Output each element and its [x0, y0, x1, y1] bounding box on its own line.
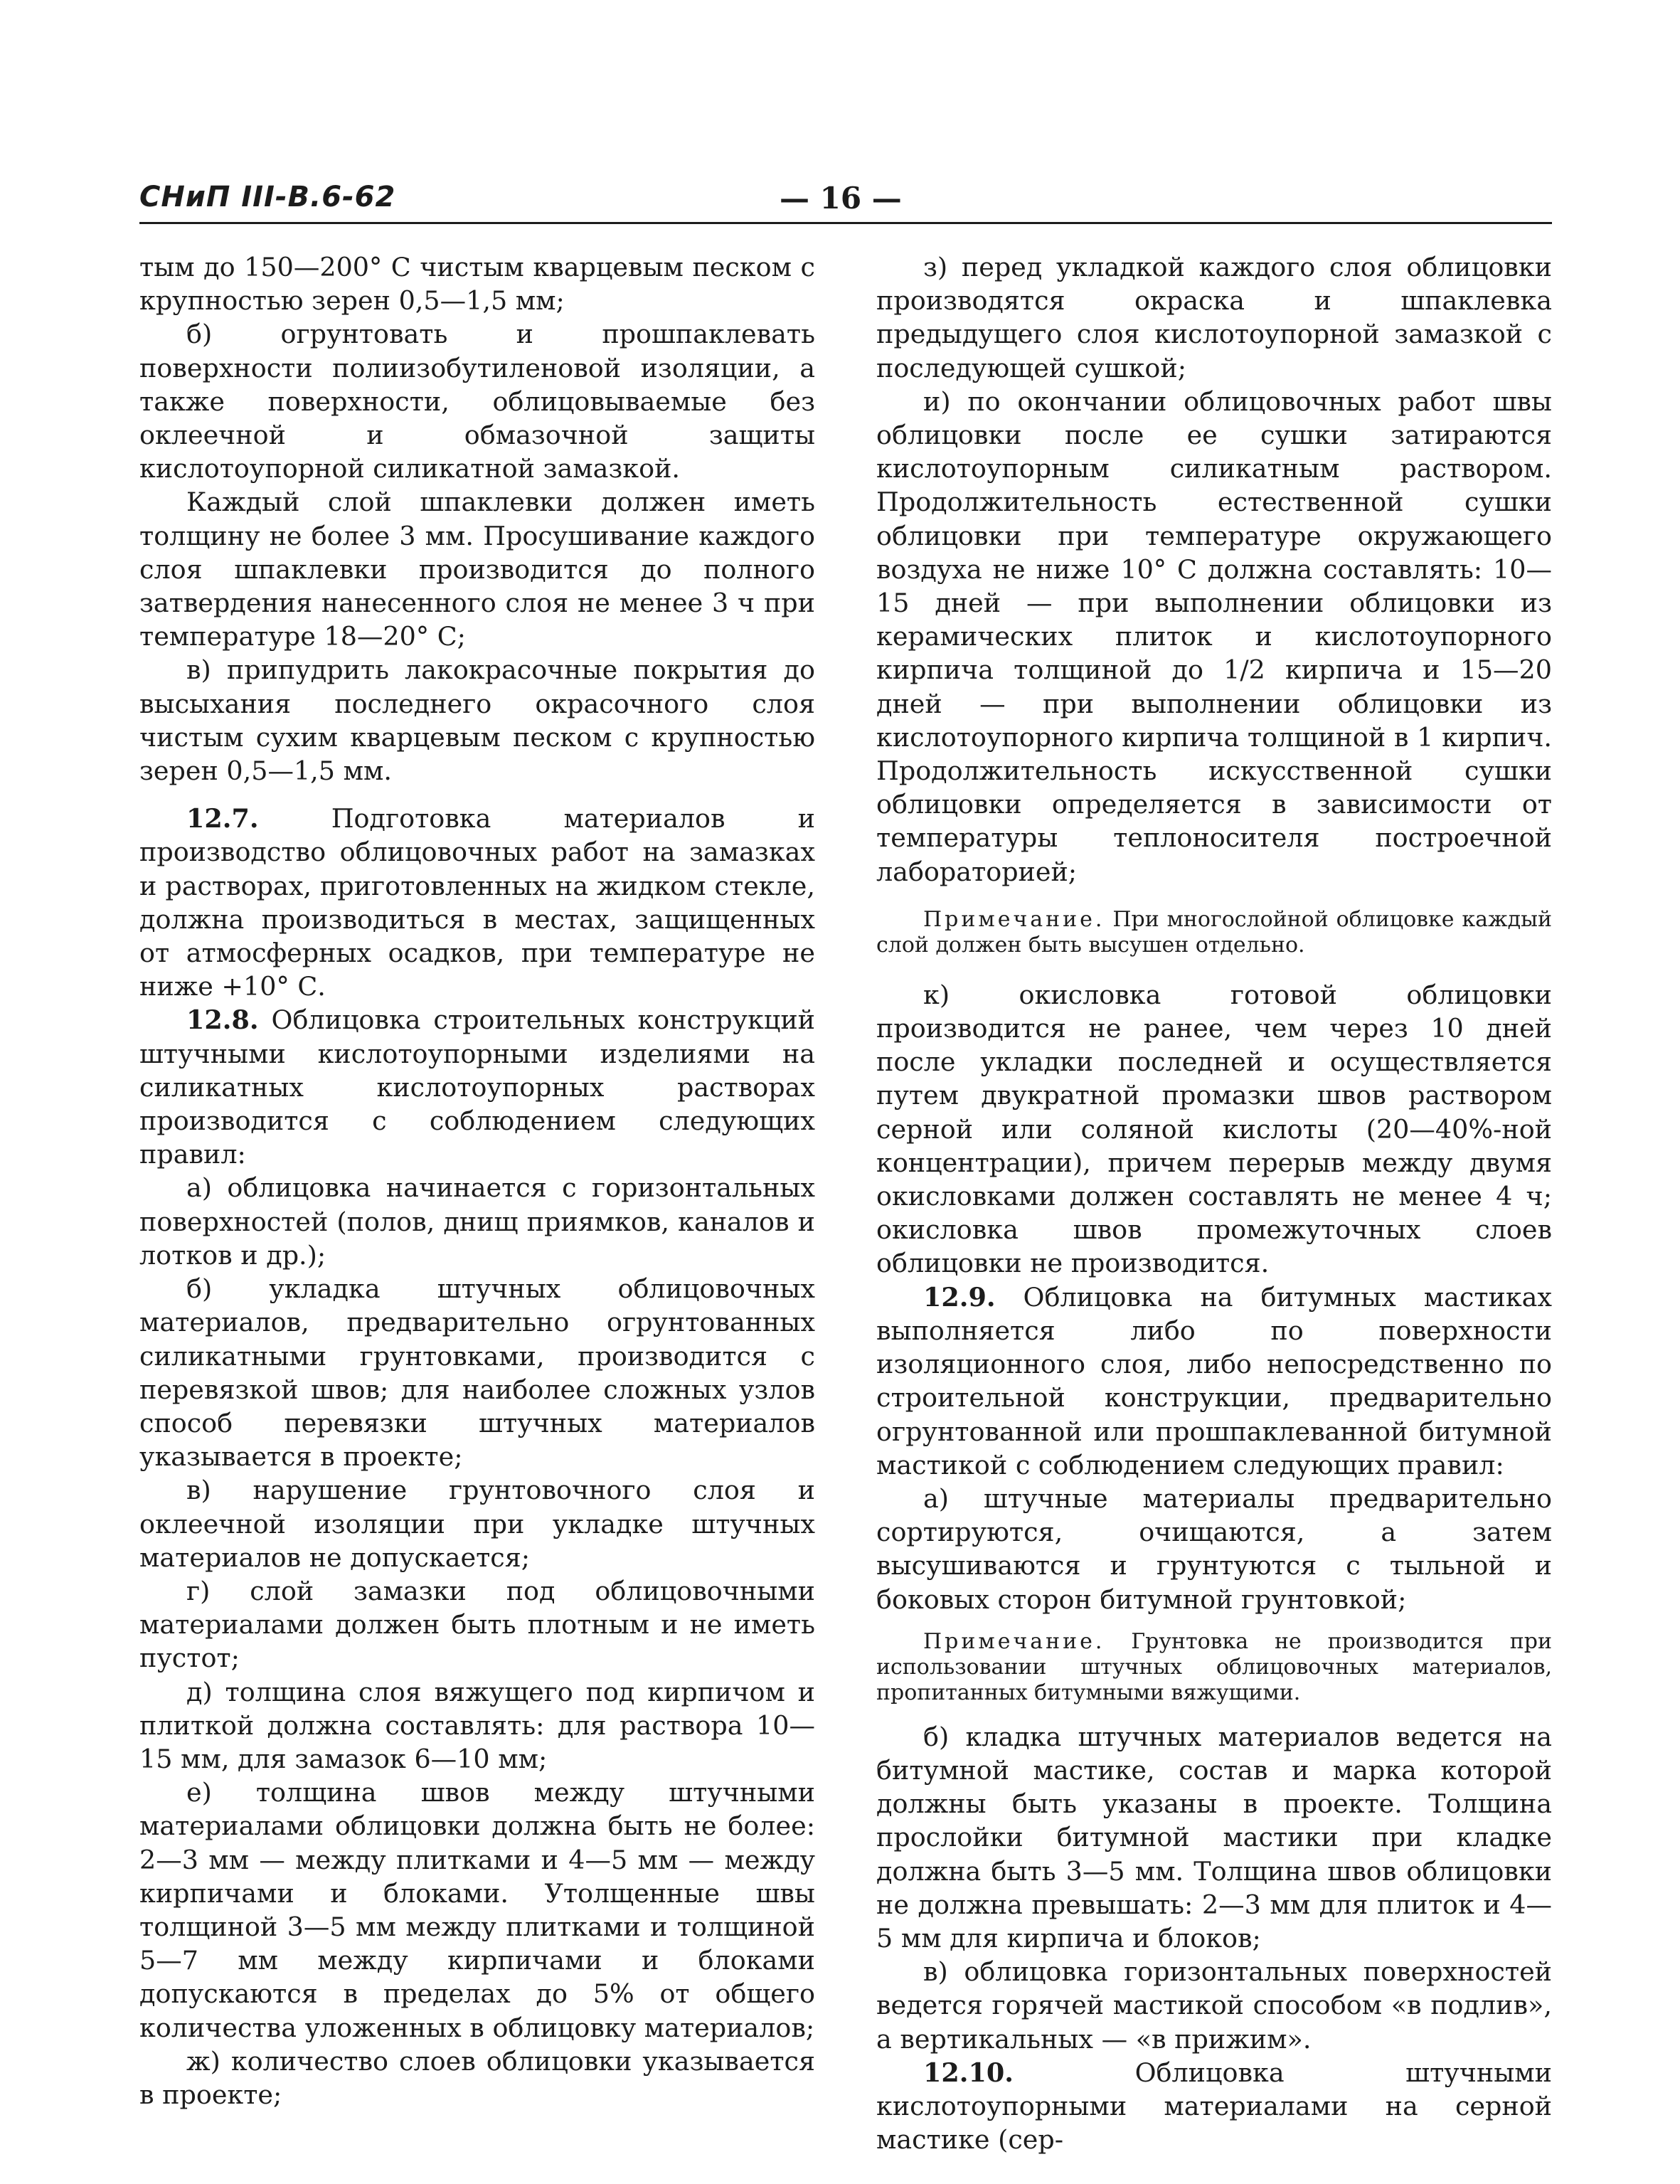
note-text: При многослойной облицовке каждый слой должен быть высушен отдельно.	[876, 906, 1552, 958]
note-text: Грунтовка не производится при использовании штучных облицовочных материалов, пропитанных битумными вяжущими.	[876, 1628, 1552, 1705]
section-text: Облицовка штучными кислотоупорными материалами на серной мастике (сер-	[876, 2057, 1552, 2156]
list-item: е) толщина швов между штучными материалами облицовки должна быть не более: 2—3 мм — между плитками и 4—5 мм — между кирпичами и блоками. Утолщенные швы толщиной 3—5 мм между плитками и толщиной 5—7 мм между кирпичами и блоками допускаются в пределах до 5% от общего количества уложенных в облицовку материалов;	[139, 1777, 815, 2043]
list-item: а) облицовка начинается с горизонтальных поверхностей (полов, днищ приямков, каналов и лотков и др.);	[139, 1172, 815, 1271]
section-number: 12.7.	[186, 803, 259, 834]
section-12-9	[876, 1281, 1552, 1482]
section-number: 12.9.	[923, 1281, 996, 1313]
left-column	[139, 250, 815, 2111]
note-label: Примечание.	[923, 906, 1105, 932]
section-number: 12.8.	[186, 1004, 259, 1036]
section-12-8	[139, 1003, 815, 1171]
page-number: — 16 —	[780, 181, 902, 216]
paragraph: в) припудрить лакокрасочные покрытия до высыхания последнего окрасочного слоя чистым сухим кварцевым песком с крупностью зерен 0,5—1,5 мм.	[139, 654, 815, 787]
section-number: 12.10.	[923, 2057, 1014, 2088]
list-item: к) окисловка готовой облицовки производится не ранее, чем через 10 дней после укладки последней и осуществляется путем двукратной промазки швов раствором серной или соляной кислоты (20—40%-ной концентрации), причем перерыв между двумя окисловками должен составлять не менее 4 ч; окисловка швов промежуточных слоев облицовки не производится.	[876, 979, 1552, 1279]
paragraph: тым до 150—200° С чистым кварцевым песком с крупностью зерен 0,5—1,5 мм;	[139, 252, 815, 317]
note	[876, 907, 1552, 958]
section-text: Облицовка строительных конструкций штучными кислотоупорными изделиями на силикатных кислотоупорных растворах производится с соблюдением следующих правил:	[139, 1004, 815, 1170]
note-label: Примечание.	[923, 1628, 1105, 1654]
section-12-10	[876, 2056, 1552, 2157]
list-item: ж) количество слоев облицовки указывается в проекте;	[139, 2045, 815, 2110]
list-item: б) укладка штучных облицовочных материалов, предварительно огрунтованных силикатными грунтовками, производится с перевязкой швов; для наиболее сложных узлов способ перевязки штучных материалов указывается в проекте;	[139, 1273, 815, 1473]
list-item: б) кладка штучных материалов ведется на битумной мастике, состав и марка которой должны быть указаны в проекте. Толщина прослойки битумной мастики при кладке должна быть 3—5 мм. Толщина швов облицовки не должна превышать: 2—3 мм для плиток и 4—5 мм для кирпича и блоков;	[876, 1721, 1552, 1954]
note	[876, 1629, 1552, 1706]
list-item: г) слой замазки под облицовочными материалами должен быть плотным и не иметь пустот;	[139, 1575, 815, 1674]
list-item: з) перед укладкой каждого слоя облицовки производятся окраска и шпаклевка предыдущего слоя кислотоупорной замазкой с последующей сушкой;	[876, 252, 1552, 383]
paragraph: б) огрунтовать и прошпаклевать поверхности полиизобутиленовой изоляции, а также поверхности, облицовываемые без оклеечной и обмазочной защиты кислотоупорной силикатной замазкой.	[139, 319, 815, 484]
list-item: в) нарушение грунтовочного слоя и оклеечной изоляции при укладке штучных материалов не допускается;	[139, 1475, 815, 1573]
section-text: Облицовка на битумных мастиках выполняется либо по поверхности изоляционного слоя, либо непосредственно по строительной конструкции, предварительно огрунтованной или прошпаклеванной битумной мастикой с соблюдением следующих правил:	[876, 1281, 1552, 1480]
page-header	[139, 176, 1552, 223]
list-item: и) по окончании облицовочных работ швы облицовки после ее сушки затираются кислотоупорным силикатным раствором. Продолжительность естественной сушки облицовки при температуре окружающего воздуха не ниже 10° С должна составлять: 10—15 дней — при выполнении облицовки из керамических плиток и кислотоупорного кирпича толщиной до 1/2 кирпича и 15—20 дней — при выполнении облицовки из кислотоупорного кирпича толщиной в 1 кирпич. Продолжительность искусственной сушки облицовки определяется в зависимости от температуры теплоносителя построечной лабораторией;	[876, 386, 1552, 887]
document-code: СНиП III-В.6-62	[139, 181, 396, 213]
list-item: в) облицовка горизонтальных поверхностей ведется горячей мастикой способом «в подлив», а вертикальных — «в прижим».	[876, 1956, 1552, 2055]
right-column	[876, 250, 1552, 2156]
header-rule	[139, 222, 1552, 224]
section-12-7	[139, 802, 815, 1003]
list-item: а) штучные материалы предварительно сортируются, очищаются, а затем высушиваются и грунтуются с тыльной и боковых сторон битумной грунтовкой;	[876, 1483, 1552, 1615]
section-text: Подготовка материалов и производство облицовочных работ на замазках и растворах, приготовленных на жидком стекле, должна производиться в местах, защищенных от атмосферных осадков, при температуре не ниже +10° С.	[139, 803, 815, 1002]
list-item: д) толщина слоя вяжущего под кирпичом и плиткой должна составлять: для раствора 10—15 мм, для замазок 6—10 мм;	[139, 1676, 815, 1774]
paragraph: Каждый слой шпаклевки должен иметь толщину не более 3 мм. Просушивание каждого слоя шпаклевки производится до полного затвердения нанесенного слоя не менее 3 ч при температуре 18—20° С;	[139, 487, 815, 652]
